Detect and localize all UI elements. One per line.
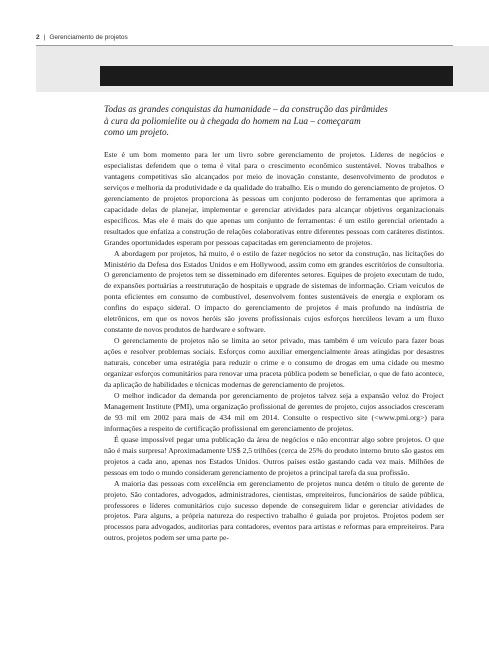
paragraph: O gerenciamento de projetos não se limita ao setor privado, mas também é um veículo para fazer boas ações e resolver problemas sociais. Esforços como auxiliar emergencialmente áreas atingidas por desastres naturais, conceber uma estratégia para reduzir o crime e o consumo de drogas em uma cidade ou mesmo organizar esforços comunitários para renovar uma praceta pública podem se beneficiar, o que de fato acontece, da aplicação de habilidades e técnicas modernas de gerenciamento de projetos.: [104, 336, 444, 390]
body-text: [104, 150, 444, 544]
paragraph: A maioria das pessoas com excelência em gerenciamento de projetos nunca detém o título de gerente de projeto. São contadores, advogados, administradores, cientistas, empreiteiros, funcionários de saúde pública, professores e líderes comunitários cujo sucesso depende de conseguirem lidar e gerenciar atividades de projetos. Para alguns, a própria natureza do respectivo trabalho é guiada por projetos. Projetos podem ser processos para advogados, auditorias para contadores, eventos para artistas e reformas para empreiteiros. Para outros, projetos podem ser uma parte pe-: [104, 478, 444, 543]
paragraph: A abordagem por projetos, há muito, é o estilo de fazer negócios no setor da construção, nas licitações do Ministério da Defesa dos Estados Unidos e em Hollywood, assim como em grandes escritórios de consultoria. O gerenciamento de projetos tem se disseminado em diferentes setores. Equipes de projeto executam de tudo, de expansões portuárias a reestruturação de hospitais e upgrade de sistemas de informação. Criam veículos de ponta eficientes em consumo de combustível, desenvolvem fontes sustentáveis de energia e exploram os confins do espaço sideral. O impacto do gerenciamento de projetos é mais profundo na indústria de eletrônicos, em que os novos heróis são jovens profissionais cujos esforços hercúleos levam a um fluxo constante de novos produtos de hardware e software.: [104, 248, 444, 335]
header-separator: |: [43, 34, 46, 41]
running-title: Gerenciamento de projetos: [49, 34, 128, 41]
epigraph-line: à cura da poliomielite ou à chegada do homem na Lua – começaram: [104, 116, 361, 127]
paragraph: Este é um bom momento para ler um livro sobre gerenciamento de projetos. Líderes de negócios e especialistas defendem que o tema é vital para o crescimento econômico sustentável. Novos trabalhos e vantagens competitivas são alcançados por meio de inovação constante, desenvolvimento de produtos e serviços e melhoria da produtividade e da qualidade do trabalho. Eis o mundo do gerenciamento de projetos. O gerenciamento de projetos proporciona às pessoas um conjunto poderoso de ferramentas que aprimora a capacidade delas de planejar, implementar e gerenciar atividades para alcançar objetivos organizacionais específicos. Mas ele é mais do que apenas um conjunto de ferramentas: é um estilo gerencial orientado a resultados que enfatiza a construção de relações colaborativas entre diferentes pessoas com caráteres distintos. Grandes oportunidades esperam por pessoas capacitadas em gerenciamento de projetos.: [104, 150, 444, 247]
running-header: [36, 34, 453, 41]
paragraph: O melhor indicador da demanda por gerenciamento de projetos talvez seja a expansão veloz do Project Management Institute (PMI), uma organização profissional de gerentes de projeto, cujos associados cresceram de 93 mil em 2002 para mais de 434 mil em 2014. Consulte o respectivo site (<www.pmi.org>) para informações a respeito de certificação profissional em gerenciamento de projetos.: [104, 390, 444, 433]
paragraph: É quase impossível pegar uma publicação da área de negócios e não encontrar algo sobre projetos. O que não é mais surpresa! Aproximadamente US$ 2,5 trilhões (cerca de 25% do produto interno bruto são gastos em projetos a cada ano, apenas nos Estados Unidos. Outros países estão gastando cada vez mais. Milhões de pessoas em todo o mundo consideram gerenciamento de projetos a principal tarefa da sua profissão.: [104, 434, 444, 477]
epigraph-line: Todas as grandes conquistas da humanidade – da construção das pirâmides: [104, 105, 388, 115]
epigraph-line: como um projeto.: [104, 128, 169, 139]
chapter-epigraph: [104, 105, 404, 140]
page-number: 2: [36, 34, 40, 41]
chapter-title-bar: [100, 66, 453, 86]
